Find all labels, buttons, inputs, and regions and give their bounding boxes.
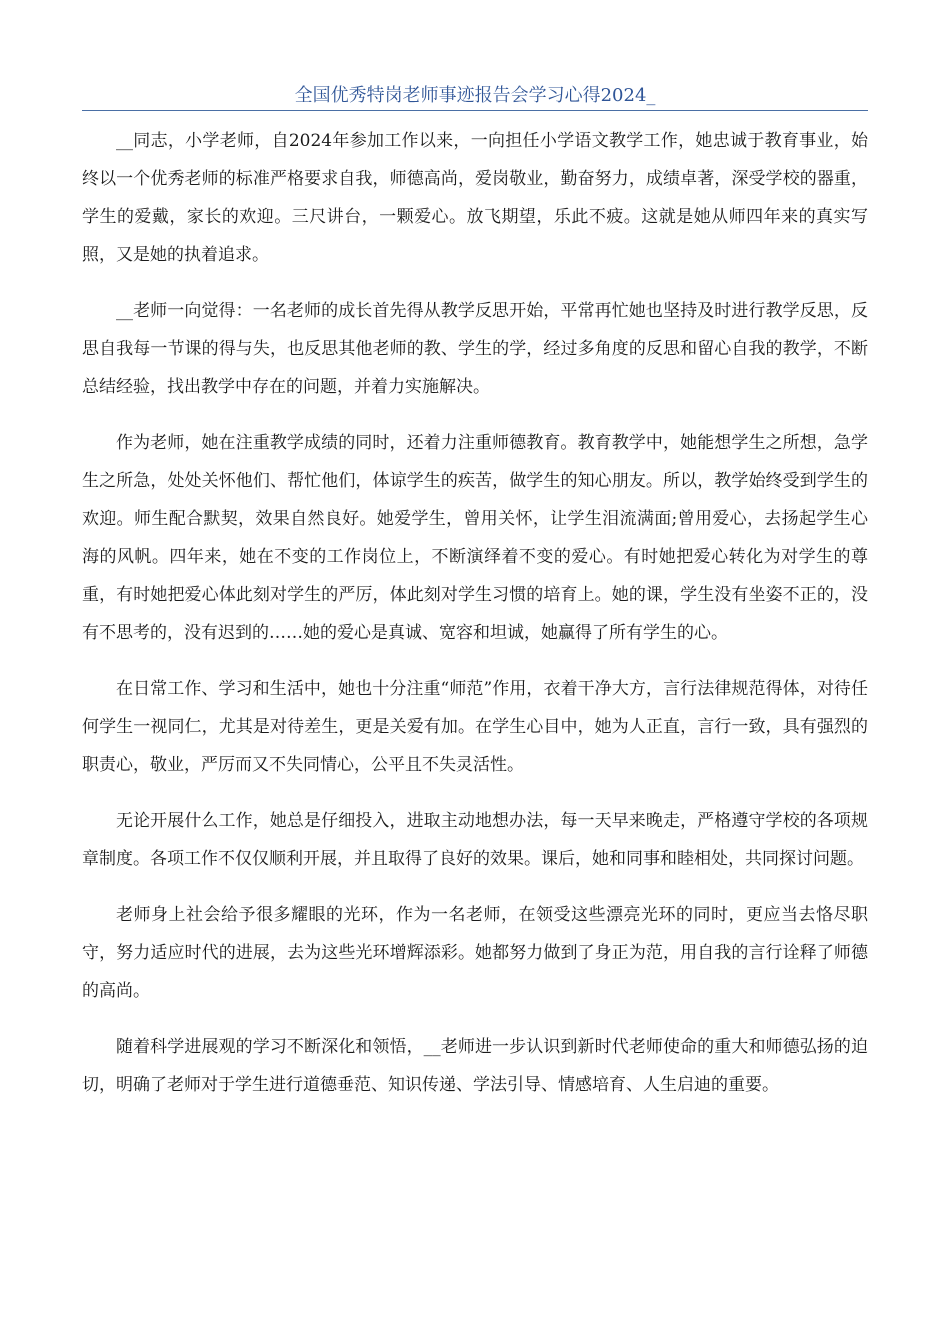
- paragraph: 随着科学进展观的学习不断深化和领悟，__老师进一步认识到新时代老师使命的重大和师德弘扬的迫切，明确了老师对于学生进行道德垂范、知识传递、学法引导、情感培育、人生启迪的重要。: [82, 1037, 868, 1095]
- paragraph: 在日常工作、学习和生活中，她也十分注重“师范”作用，衣着干净大方，言行法律规范得体，对待任何学生一视同仁，尤其是对待差生，更是关爱有加。在学生心目中，她为人正直，言行一致，具有强烈的职责心，敬业，严厉而又不失同情心，公平且不失灵活性。: [82, 679, 868, 775]
- paragraph: 无论开展什么工作，她总是仔细投入，进取主动地想办法，每一天早来晚走，严格遵守学校的各项规章制度。各项工作不仅仅顺利开展，并且取得了良好的效果。课后，她和同事和睦相处，共同探讨问题。: [82, 811, 868, 869]
- paragraph: 作为老师，她在注重教学成绩的同时，还着力注重师德教育。教育教学中，她能想学生之所想，急学生之所急，处处关怀他们、帮忙他们，体谅学生的疾苦，做学生的知心朋友。所以，教学始终受到学生的欢迎。师生配合默契，效果自然良好。她爱学生，曾用关怀，让学生泪流满面;曾用爱心，去扬起学生心海的风帆。四年来，她在不变的工作岗位上，不断演绎着不变的爱心。有时她把爱心转化为对学生的尊重，有时她把爱心体此刻对学生的严厉，体此刻对学生习惯的培育上。她的课，学生没有坐姿不正的，没有不思考的，没有迟到的……她的爱心是真诚、宽容和坦诚，她赢得了所有学生的心。: [82, 433, 868, 643]
- paragraph: __老师一向觉得：一名老师的成长首先得从教学反思开始，平常再忙她也坚持及时进行教学反思，反思自我每一节课的得与失，也反思其他老师的教、学生的学，经过多角度的反思和留心自我的教学，不断总结经验，找出教学中存在的问题，并着力实施解决。: [82, 301, 868, 397]
- document-title: 全国优秀特岗老师事迹报告会学习心得2024_: [294, 85, 656, 106]
- paragraph: 老师身上社会给予很多耀眼的光环，作为一名老师，在领受这些漂亮光环的同时，更应当去恪尽职守，努力适应时代的进展，去为这些光环增辉添彩。她都努力做到了身正为范，用自我的言行诠释了师德的高尚。: [82, 905, 868, 1001]
- paragraph: __同志，小学老师，自2024年参加工作以来，一向担任小学语文教学工作，她忠诚于教育事业，始终以一个优秀老师的标准严格要求自我，师德高尚，爱岗敬业，勤奋努力，成绩卓著，深受学校的器重，学生的爱戴，家长的欢迎。三尺讲台，一颗爱心。放飞期望，乐此不疲。这就是她从师四年来的真实写照，又是她的执着追求。: [82, 131, 868, 265]
- page-header: [82, 84, 868, 111]
- document-body: [82, 122, 868, 1122]
